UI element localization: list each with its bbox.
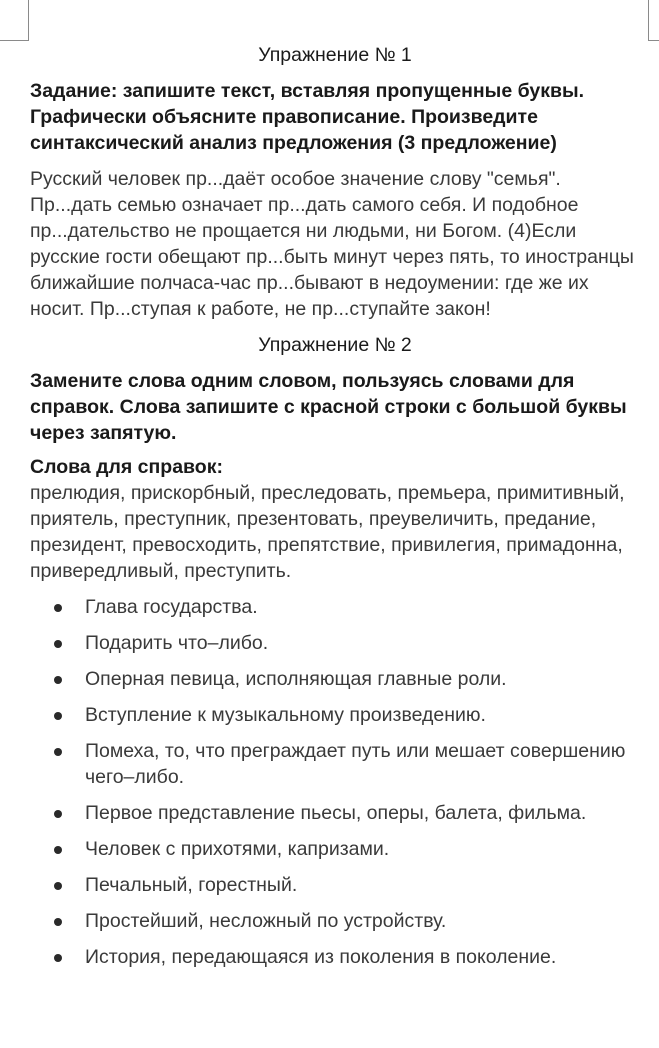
exercise1-text: Русский человек пр...даёт особое значение слову "семья". Пр...дать семью означает пр...дать самого себя. И подобное пр...дательство не прощается ни людьми, ни Богом. (4)Если русские гости обещают пр...быть минут через пять, то иностранцы ближайшие полчаса-час пр...бывают в недоумении: где же их носит. Пр...ступая к работе, не пр...ступайте закон! xyxy=(30,168,634,320)
definitions-list xyxy=(30,594,640,970)
bullet-icon xyxy=(54,810,62,818)
bullet-icon xyxy=(54,846,62,854)
words-title: Слова для справок: xyxy=(30,456,223,478)
list-item: Человек с прихотями, капризами. xyxy=(30,836,640,862)
crop-mark-right xyxy=(648,0,659,41)
list-item: Помеха, то, что преграждает путь или мешает совершению чего–либо. xyxy=(30,738,640,790)
words-list: прелюдия, прискорбный, преследовать, премьера, примитивный, приятель, преступник, презентовать, преувеличить, предание, президент, превосходить, препятствие, привилегия, примадонна, привередливый, преступить. xyxy=(30,482,625,582)
list-item: Простейший, несложный по устройству. xyxy=(30,908,640,934)
bullet-icon xyxy=(54,954,62,962)
bullet-icon xyxy=(54,748,62,756)
document-page xyxy=(30,40,640,980)
exercise2-task: Замените слова одним словом, пользуясь словами для справок. Слова запишите с красной строки с большой буквы через запятую. xyxy=(30,370,627,444)
exercise2-heading: Упражнение № 2 xyxy=(258,334,412,356)
bullet-icon xyxy=(54,604,62,612)
bullet-icon xyxy=(54,918,62,926)
bullet-icon xyxy=(54,712,62,720)
list-item: Первое представление пьесы, оперы, балета, фильма. xyxy=(30,800,640,826)
bullet-icon xyxy=(54,676,62,684)
list-item: История, передающаяся из поколения в поколение. xyxy=(30,944,640,970)
list-item: Глава государства. xyxy=(30,594,640,620)
bullet-icon xyxy=(54,640,62,648)
list-item: Печальный, горестный. xyxy=(30,872,640,898)
list-item: Оперная певица, исполняющая главные роли. xyxy=(30,666,640,692)
exercise1-task: Задание: запишите текст, вставляя пропущенные буквы. Графически объясните правописание. Произведите синтаксический анализ предложения (3 предложение) xyxy=(30,80,585,154)
crop-mark-left xyxy=(0,0,29,41)
list-item: Подарить что–либо. xyxy=(30,630,640,656)
list-item: Вступление к музыкальному произведению. xyxy=(30,702,640,728)
exercise1-heading: Упражнение № 1 xyxy=(258,44,412,66)
bullet-icon xyxy=(54,882,62,890)
